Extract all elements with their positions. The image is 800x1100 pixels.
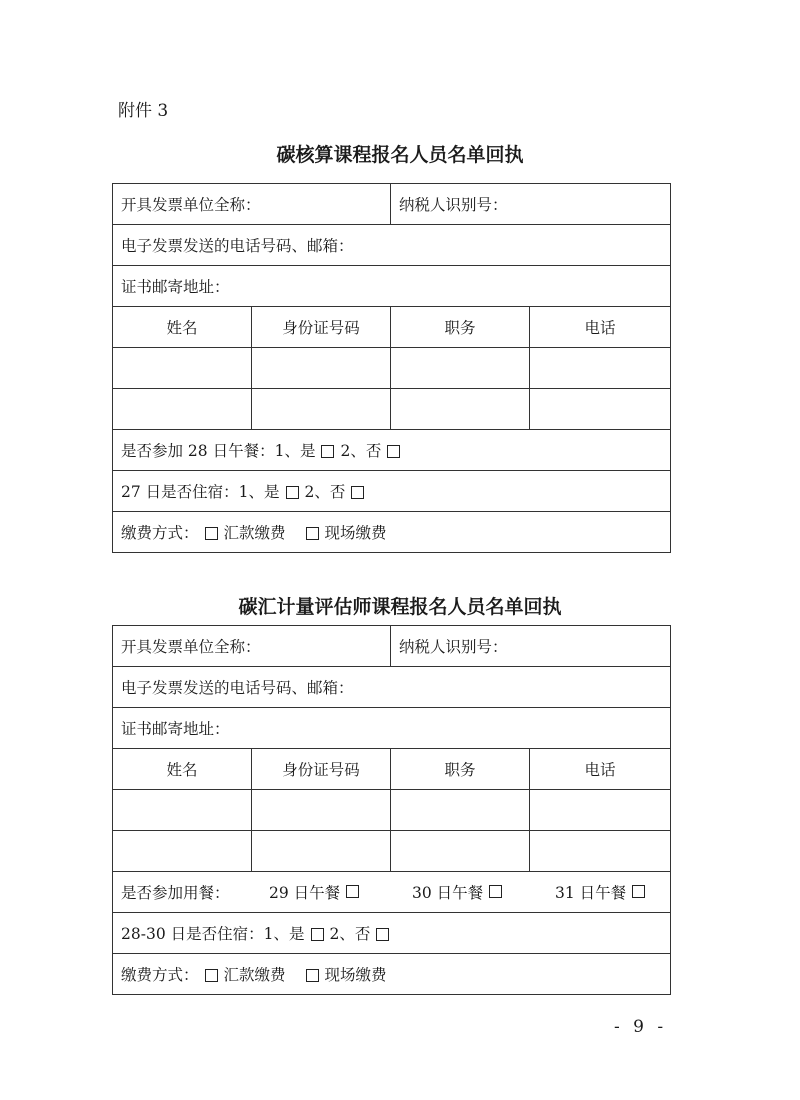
taxpayer-id-label: 纳税人识别号： <box>399 196 508 214</box>
taxpayer-id-label: 纳税人识别号： <box>399 638 508 656</box>
lodging-yes-label: 1、是 <box>263 925 305 943</box>
payment-onsite-label: 现场缴费 <box>324 524 387 542</box>
column-header-id-number: 身份证号码 <box>252 749 391 790</box>
meal-question <box>113 872 671 913</box>
lodging-question <box>113 913 671 954</box>
lodging-no-checkbox[interactable] <box>376 928 389 941</box>
payment-transfer-checkbox[interactable] <box>205 969 218 982</box>
lodging-question-label: 28-30 日是否住宿： <box>121 925 264 943</box>
table-row <box>113 831 671 872</box>
lodging-yes-label: 1、是 <box>238 483 280 501</box>
payment-method-label: 缴费方式： <box>121 524 199 542</box>
position-cell[interactable] <box>391 831 530 872</box>
certificate-address-field[interactable] <box>113 708 671 749</box>
lodging-no-label: 2、否 <box>329 925 371 943</box>
form1-title: 碳核算课程报名人员名单回执 <box>276 144 524 166</box>
e-invoice-contact-field[interactable] <box>113 667 671 708</box>
lodging-no-label: 2、否 <box>304 483 346 501</box>
column-header-name: 姓名 <box>113 749 252 790</box>
phone-cell[interactable] <box>530 831 671 872</box>
invoice-unit-label: 开具发票单位全称： <box>121 196 261 214</box>
certificate-address-field[interactable] <box>113 266 671 307</box>
meal-question-label: 是否参加用餐： <box>121 884 230 902</box>
lunch-yes-checkbox[interactable] <box>321 445 334 458</box>
id-number-cell[interactable] <box>252 348 391 389</box>
position-cell[interactable] <box>391 389 530 430</box>
lunch-question-label: 是否参加 28 日午餐： <box>121 442 275 460</box>
lodging-yes-checkbox[interactable] <box>311 928 324 941</box>
page-number: - 9 - <box>614 1017 668 1037</box>
column-header-phone: 电话 <box>530 749 671 790</box>
certificate-address-label: 证书邮寄地址： <box>121 278 230 296</box>
e-invoice-contact-field[interactable] <box>113 225 671 266</box>
column-header-name: 姓名 <box>113 307 252 348</box>
table-row <box>113 348 671 389</box>
payment-transfer-label: 汇款缴费 <box>223 524 286 542</box>
column-header-position: 职务 <box>391 307 530 348</box>
e-invoice-contact-label: 电子发票发送的电话号码、邮箱： <box>121 237 354 255</box>
lunch-no-checkbox[interactable] <box>387 445 400 458</box>
payment-transfer-checkbox[interactable] <box>205 527 218 540</box>
lodging-yes-checkbox[interactable] <box>286 486 299 499</box>
payment-method-label: 缴费方式： <box>121 966 199 984</box>
name-cell[interactable] <box>113 831 252 872</box>
column-header-phone: 电话 <box>530 307 671 348</box>
payment-onsite-checkbox[interactable] <box>306 527 319 540</box>
lodging-question <box>113 471 671 512</box>
name-cell[interactable] <box>113 389 252 430</box>
payment-onsite-checkbox[interactable] <box>306 969 319 982</box>
lodging-no-checkbox[interactable] <box>351 486 364 499</box>
attachment-label: 附件 3 <box>118 101 169 121</box>
form1-table <box>112 183 671 553</box>
table-header-row <box>113 749 671 790</box>
payment-method <box>113 512 671 553</box>
meal-31-checkbox[interactable] <box>632 885 645 898</box>
table-header-row <box>113 307 671 348</box>
column-header-position: 职务 <box>391 749 530 790</box>
phone-cell[interactable] <box>530 348 671 389</box>
id-number-cell[interactable] <box>252 831 391 872</box>
table-row <box>113 389 671 430</box>
meal-29-label: 29 日午餐 <box>269 884 341 902</box>
lunch-question <box>113 430 671 471</box>
position-cell[interactable] <box>391 790 530 831</box>
id-number-cell[interactable] <box>252 389 391 430</box>
form2-title: 碳汇计量评估师课程报名人员名单回执 <box>238 596 562 618</box>
id-number-cell[interactable] <box>252 790 391 831</box>
form2-table <box>112 625 671 995</box>
lunch-yes-label: 1、是 <box>274 442 316 460</box>
payment-method <box>113 954 671 995</box>
payment-onsite-label: 现场缴费 <box>324 966 387 984</box>
lunch-no-label: 2、否 <box>340 442 382 460</box>
column-header-id-number: 身份证号码 <box>252 307 391 348</box>
e-invoice-contact-label: 电子发票发送的电话号码、邮箱： <box>121 679 354 697</box>
name-cell[interactable] <box>113 348 252 389</box>
invoice-unit-label: 开具发票单位全称： <box>121 638 261 656</box>
meal-30-checkbox[interactable] <box>489 885 502 898</box>
invoice-unit-field[interactable] <box>113 626 391 667</box>
taxpayer-id-field[interactable] <box>391 626 671 667</box>
invoice-unit-field[interactable] <box>113 184 391 225</box>
payment-transfer-label: 汇款缴费 <box>223 966 286 984</box>
meal-29-checkbox[interactable] <box>346 885 359 898</box>
meal-30-label: 30 日午餐 <box>412 884 484 902</box>
taxpayer-id-field[interactable] <box>391 184 671 225</box>
position-cell[interactable] <box>391 348 530 389</box>
phone-cell[interactable] <box>530 790 671 831</box>
certificate-address-label: 证书邮寄地址： <box>121 720 230 738</box>
meal-31-label: 31 日午餐 <box>555 884 627 902</box>
name-cell[interactable] <box>113 790 252 831</box>
phone-cell[interactable] <box>530 389 671 430</box>
lodging-question-label: 27 日是否住宿： <box>121 483 239 501</box>
table-row <box>113 790 671 831</box>
